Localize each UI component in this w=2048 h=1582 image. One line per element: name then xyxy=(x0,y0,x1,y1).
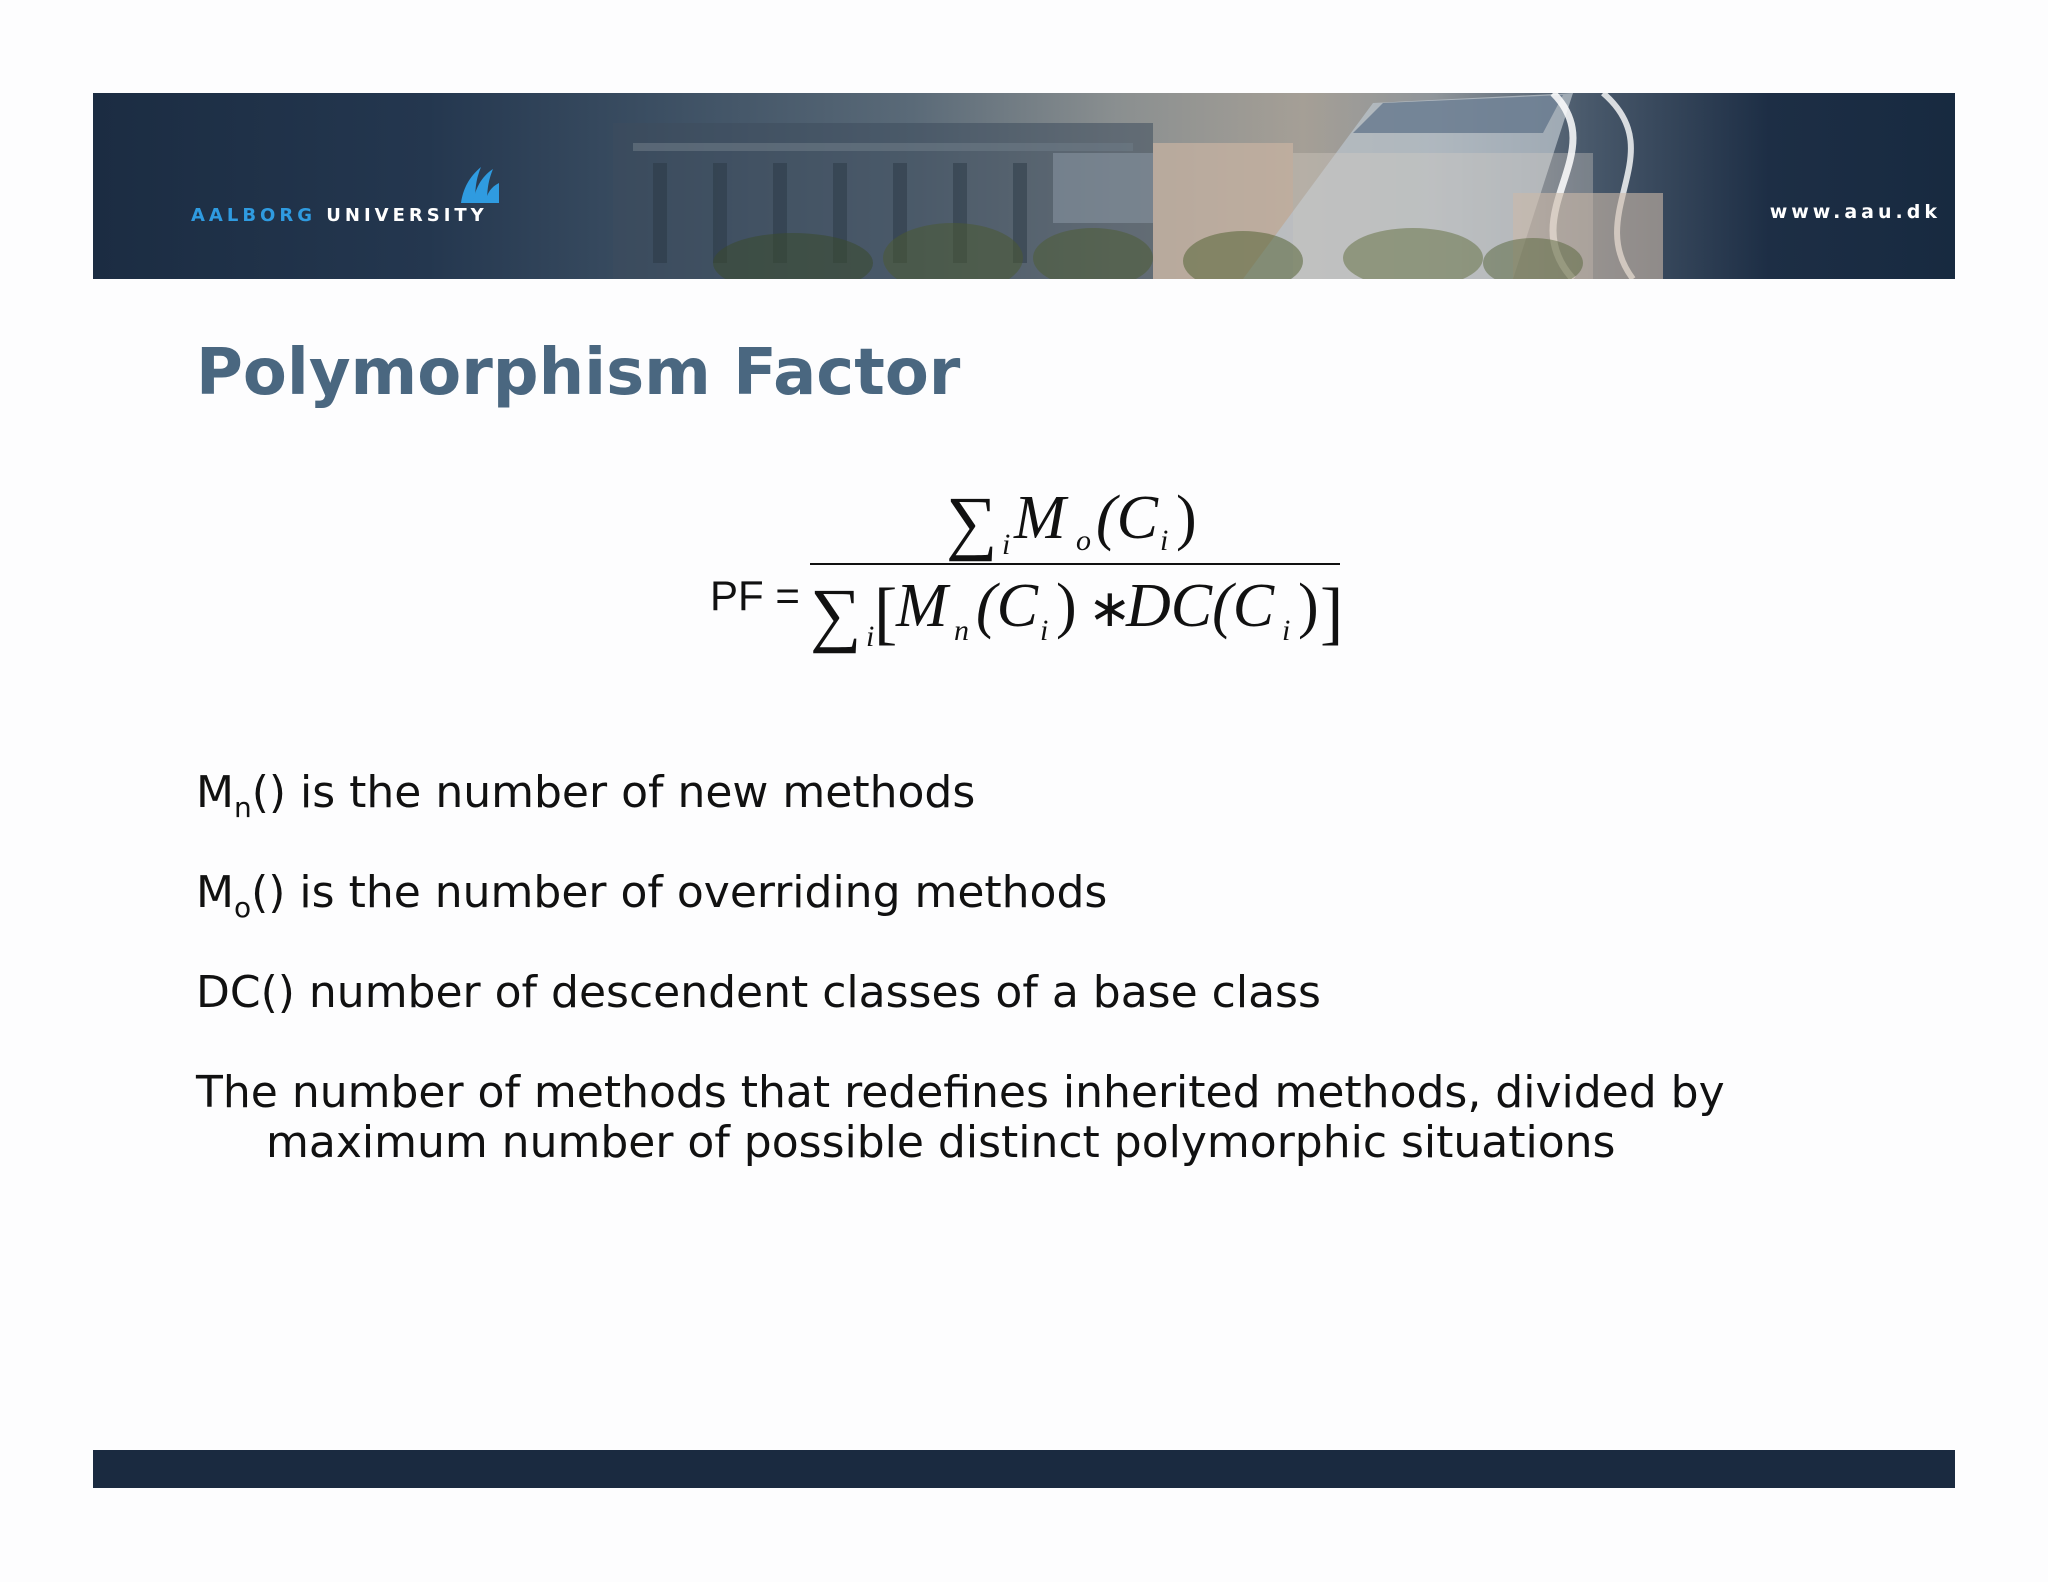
slide-title: Polymorphism Factor xyxy=(196,336,961,410)
denominator-arg1-open: (C xyxy=(976,572,1038,640)
numerator-func: M xyxy=(1014,484,1066,552)
denominator-sum-index: i xyxy=(866,620,875,653)
denominator-arg1-close: ) xyxy=(1056,572,1077,640)
bullet-term: M xyxy=(196,767,234,818)
bullet-term: M xyxy=(196,867,234,918)
formula-denominator xyxy=(810,572,1343,654)
bullet-term-sub: o xyxy=(233,891,252,924)
bullet-text: () is the number of overriding methods xyxy=(251,867,1108,918)
denominator-arg1-sub: i xyxy=(1040,614,1049,647)
bullet-text: () is the number of new methods xyxy=(251,767,976,818)
denominator-bracket-close: ] xyxy=(1320,575,1344,652)
university-name-part1: AALBORG xyxy=(191,205,316,226)
numerator-func-sub: o xyxy=(1076,524,1091,557)
university-name xyxy=(191,205,488,226)
numerator-sum-symbol: ∑ xyxy=(946,482,998,562)
numerator-arg-close: ) xyxy=(1176,484,1197,552)
bullet-term-sub: n xyxy=(233,791,252,824)
bullet-new-methods xyxy=(196,768,975,833)
website-url: www.aau.dk xyxy=(1769,201,1941,223)
formula-lhs: PF = xyxy=(710,572,800,619)
bullet-overriding-methods xyxy=(196,868,1107,933)
denominator-sum-symbol: ∑ xyxy=(810,574,862,654)
denominator-dc-sub: i xyxy=(1282,614,1291,647)
numerator-arg-sub: i xyxy=(1160,524,1169,557)
denominator-bracket-open: [ xyxy=(874,575,898,652)
denominator-operator: ∗ xyxy=(1088,581,1132,638)
header-banner xyxy=(93,93,1955,279)
numerator-sum-index: i xyxy=(1002,528,1011,561)
bullet-definition-line1: The number of methods that redefines inherited methods, divided by xyxy=(196,1067,1725,1118)
bullet-definition xyxy=(196,1068,1725,1168)
denominator-func: M xyxy=(896,572,948,640)
denominator-dc: DC(C xyxy=(1126,572,1275,640)
campus-photo xyxy=(93,93,1955,279)
formula-numerator xyxy=(946,482,1197,562)
bullet-descendent-classes: DC() number of descendent classes of a base class xyxy=(196,967,1321,1018)
denominator-func-sub: n xyxy=(954,614,969,647)
pf-formula xyxy=(800,468,1360,668)
bullet-definition-line2: maximum number of possible distinct polymorphic situations xyxy=(266,1117,1616,1168)
numerator-arg-open: (C xyxy=(1096,484,1158,552)
university-name-part2: UNIVERSITY xyxy=(326,205,488,226)
footer-bar xyxy=(93,1450,1955,1488)
aau-logo-icon xyxy=(455,163,499,205)
denominator-dc-close: ) xyxy=(1298,572,1319,640)
